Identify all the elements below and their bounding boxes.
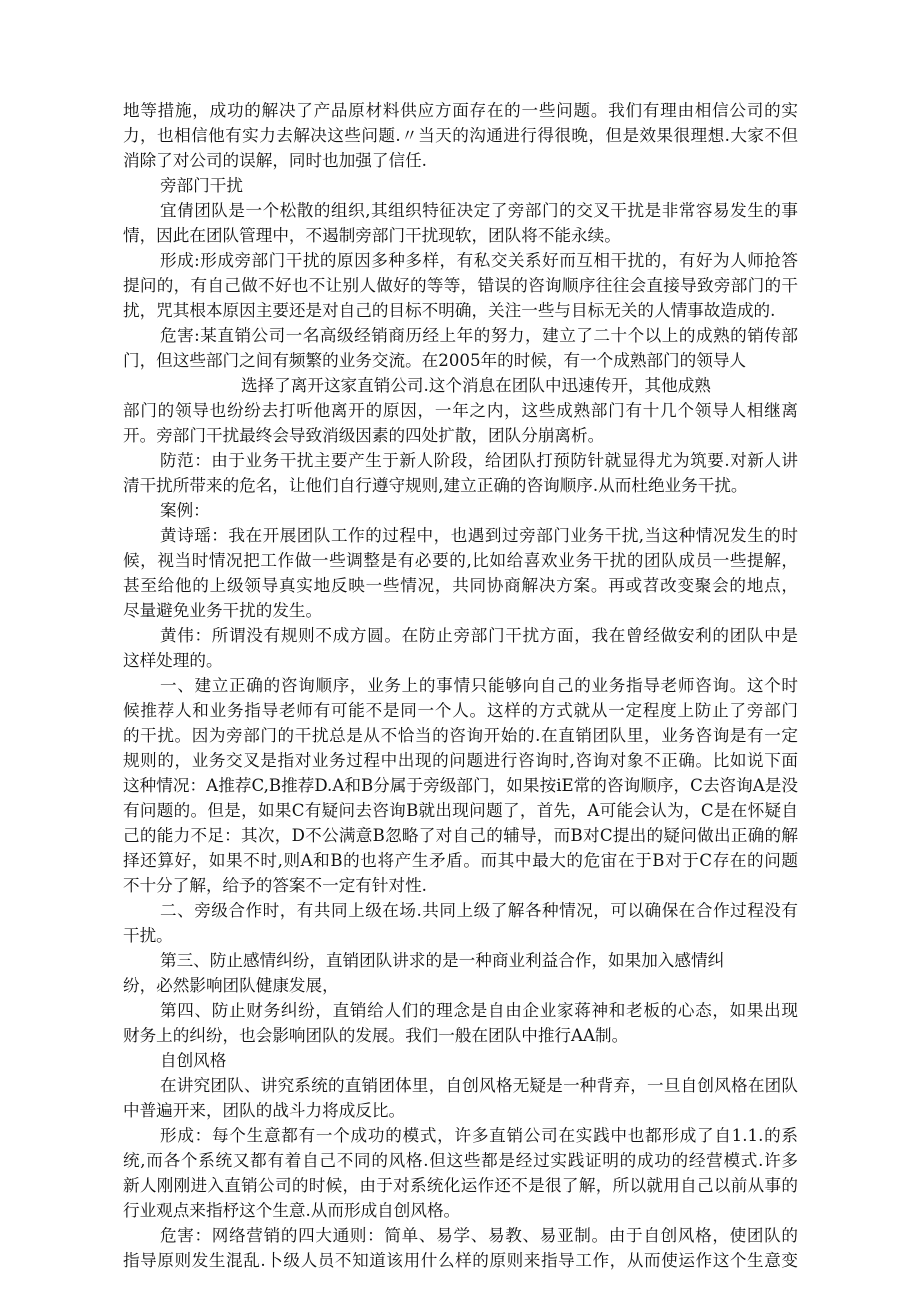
text-line: 尽量避免业务干扰的发生。	[123, 601, 323, 620]
text-line: 形成：每个生意都有一个成功的模式，许多直销公司在实践中也都形成了自1.1.的系	[160, 1126, 798, 1145]
text-line: 部门的领导也纷纷去打听他离开的原因，一年之内，这些成熟部门有十几个领导人相继离	[123, 401, 798, 420]
text-line: 不十分了解，给予的答案不一定有针对性.	[123, 876, 427, 895]
text-line: 第四、防止财务纠纷，直销给人们的理念是自由企业家蒋神和老板的心态，如果出现	[160, 1001, 798, 1020]
text-line: 第三、防止感情纠纷，直销团队讲求的是一种商业利益合作，如果加入感情纠	[160, 951, 725, 970]
text-line: 一、建立正确的咨询顺序，业务上的事情只能够向自己的业务指导老师咨询。这个时	[160, 676, 798, 695]
text-line: 规则的，业务交叉是指对业务过程中出现的问题进行咨询时,咨询对象不正确。比如说下面	[123, 751, 798, 770]
text-line: 力，也相信他有实力去解决这些问题.〃当天的沟通进行得很晚，但是效果很理想.大家不但	[123, 126, 798, 145]
text-line: 这种情况：A推荐C,B推荐D.A和B分属于旁级部门，如果按iE常的咨询顺序，C去咨询A是没	[123, 776, 798, 795]
text-line: 财务上的纠纷，也会影响团队的发展。我们一般在团队中推行AA制。	[123, 1026, 629, 1045]
text-line: 选择了离开这家直销公司.这个消息在团队中迅速传开，其他成熟	[241, 376, 711, 395]
text-line: 情，因此在团队管理中，不遏制旁部门干扰现软，团队将不能永续。	[123, 226, 621, 245]
text-line: 提问的，有自己做不好也不让别人做好的等等，错误的咨询顺序往往会直接导致旁部门的干	[123, 276, 798, 295]
text-line: 清干扰所带来的危名，让他们自行遵守规则,建立正确的咨询顺序.从而杜绝业务干扰。	[123, 476, 748, 495]
text-line: 危害：网络营销的四大通则：简单、易学、易教、易亚制。由于自创风格，使团队的	[160, 1226, 798, 1245]
text-line: 这样处理的。	[123, 651, 223, 670]
text-line: 扰，咒其根本原因主要还是对自己的目标不明确，关注一些与目标无关的人情事故造成的.	[123, 301, 776, 320]
text-line: 己的能力不足：其次，D不公满意B忽略了对自己的辅导，而B对C提出的疑问做出正确的解	[123, 826, 798, 845]
text-line: 开。旁部门干扰最终会导致消级因素的四处扩散，团队分崩离析。	[123, 426, 605, 445]
text-line: 宜倩团队是一个松散的组织,其组织特征决定了旁部门的交叉干扰是非常容易发生的事	[160, 201, 798, 220]
text-line: 的干扰。因为旁部门的干扰总是从不恰当的咨询开始的.在直销团队里，业务咨询是有一定	[123, 726, 798, 745]
text-line: 指导原则发生混乱.卜级人员不知道该用什么样的原则来指导工作，从而使运作这个生意变	[123, 1251, 798, 1270]
text-line: 地等措施，成功的解决了产品原材料供应方面存在的一些问题。我们有理由相信公司的实	[123, 101, 798, 120]
text-line: 行业观点来指杼这个生意.从而形成自创风格。	[123, 1201, 461, 1220]
text-line: 统,而各个系统又都有着自己不同的风格.但这些都是经过实践证明的成功的经营模式.许多	[123, 1151, 798, 1170]
text-line: 形成:形成旁部门干扰的原因多种多样，有私交关系好而互相干扰的，有好为人师抢答	[160, 251, 798, 270]
text-line: 候推荐人和业务指导老师有可能不是同一个人。这样的方式就从一定程度上防止了旁部门	[123, 701, 798, 720]
text-line: 二、旁级合作时，有共同上级在场.共同上级了解各种情况，可以确保在合作过程没有	[160, 901, 798, 920]
text-line: 有问题的。但是，如果C有疑问去咨询B就出现问题了，首先，A可能会认为，C是在怀疑自	[123, 801, 798, 820]
text-line: 防范：由于业务干扰主要产生于新人阶段，给团队打预防针就显得尤为筑要.对新人讲	[160, 451, 798, 470]
text-line: 候，视当时情况把工作做一些调整是有必要的,比如给喜欢业务干扰的团队成员一些提解，	[123, 551, 798, 570]
text-line: 纷，必然影响团队健康发展，	[123, 976, 339, 995]
text-line: 中普遍开来，团队的战斗力将成反比。	[123, 1101, 406, 1120]
section-heading: 自创风格	[160, 1051, 227, 1070]
text-line: 黄伟：所谓没有规则不成方圆。在防止旁部门干扰方面，我在曾经做安利的团队中是	[160, 626, 798, 645]
text-line: 危害:某直销公司一名高级经销商历经上年的努力，建立了二十个以上的成熟的销传部	[160, 326, 798, 345]
text-line: 门，但这些部门之间有频繁的业务交流。在2005年的时候，有一个成熟部门的领导人	[123, 351, 747, 370]
text-line: 新人刚刚进入直销公司的时候，由于对系统化运作还不是很了解，所以就用自己以前从事的	[123, 1176, 798, 1195]
text-line: 黄诗瑶：我在开展团队工作的过程中，也遇到过旁部门业务干扰,当这种情况发生的时	[160, 526, 798, 545]
text-line: 甚至给他的上级领导真实地反映一些情况，共同协商解决方案。再或苕改变聚会的地点，	[123, 576, 798, 595]
text-line: 在讲究团队、讲究系统的直销团体里，自创风格无疑是一种背弃，一旦自创风格在团队	[160, 1076, 798, 1095]
text-line: 消除了对公司的误解，同时也加强了信任.	[123, 151, 427, 170]
section-heading: 案例：	[160, 501, 210, 520]
text-line: 干扰。	[123, 926, 173, 945]
section-heading: 旁部门干扰	[160, 176, 243, 195]
text-line: 择还算好，如果不时,则A和B的也将产生矛盾。而其中最大的危宙在于B对于C存在的问题	[123, 851, 798, 870]
